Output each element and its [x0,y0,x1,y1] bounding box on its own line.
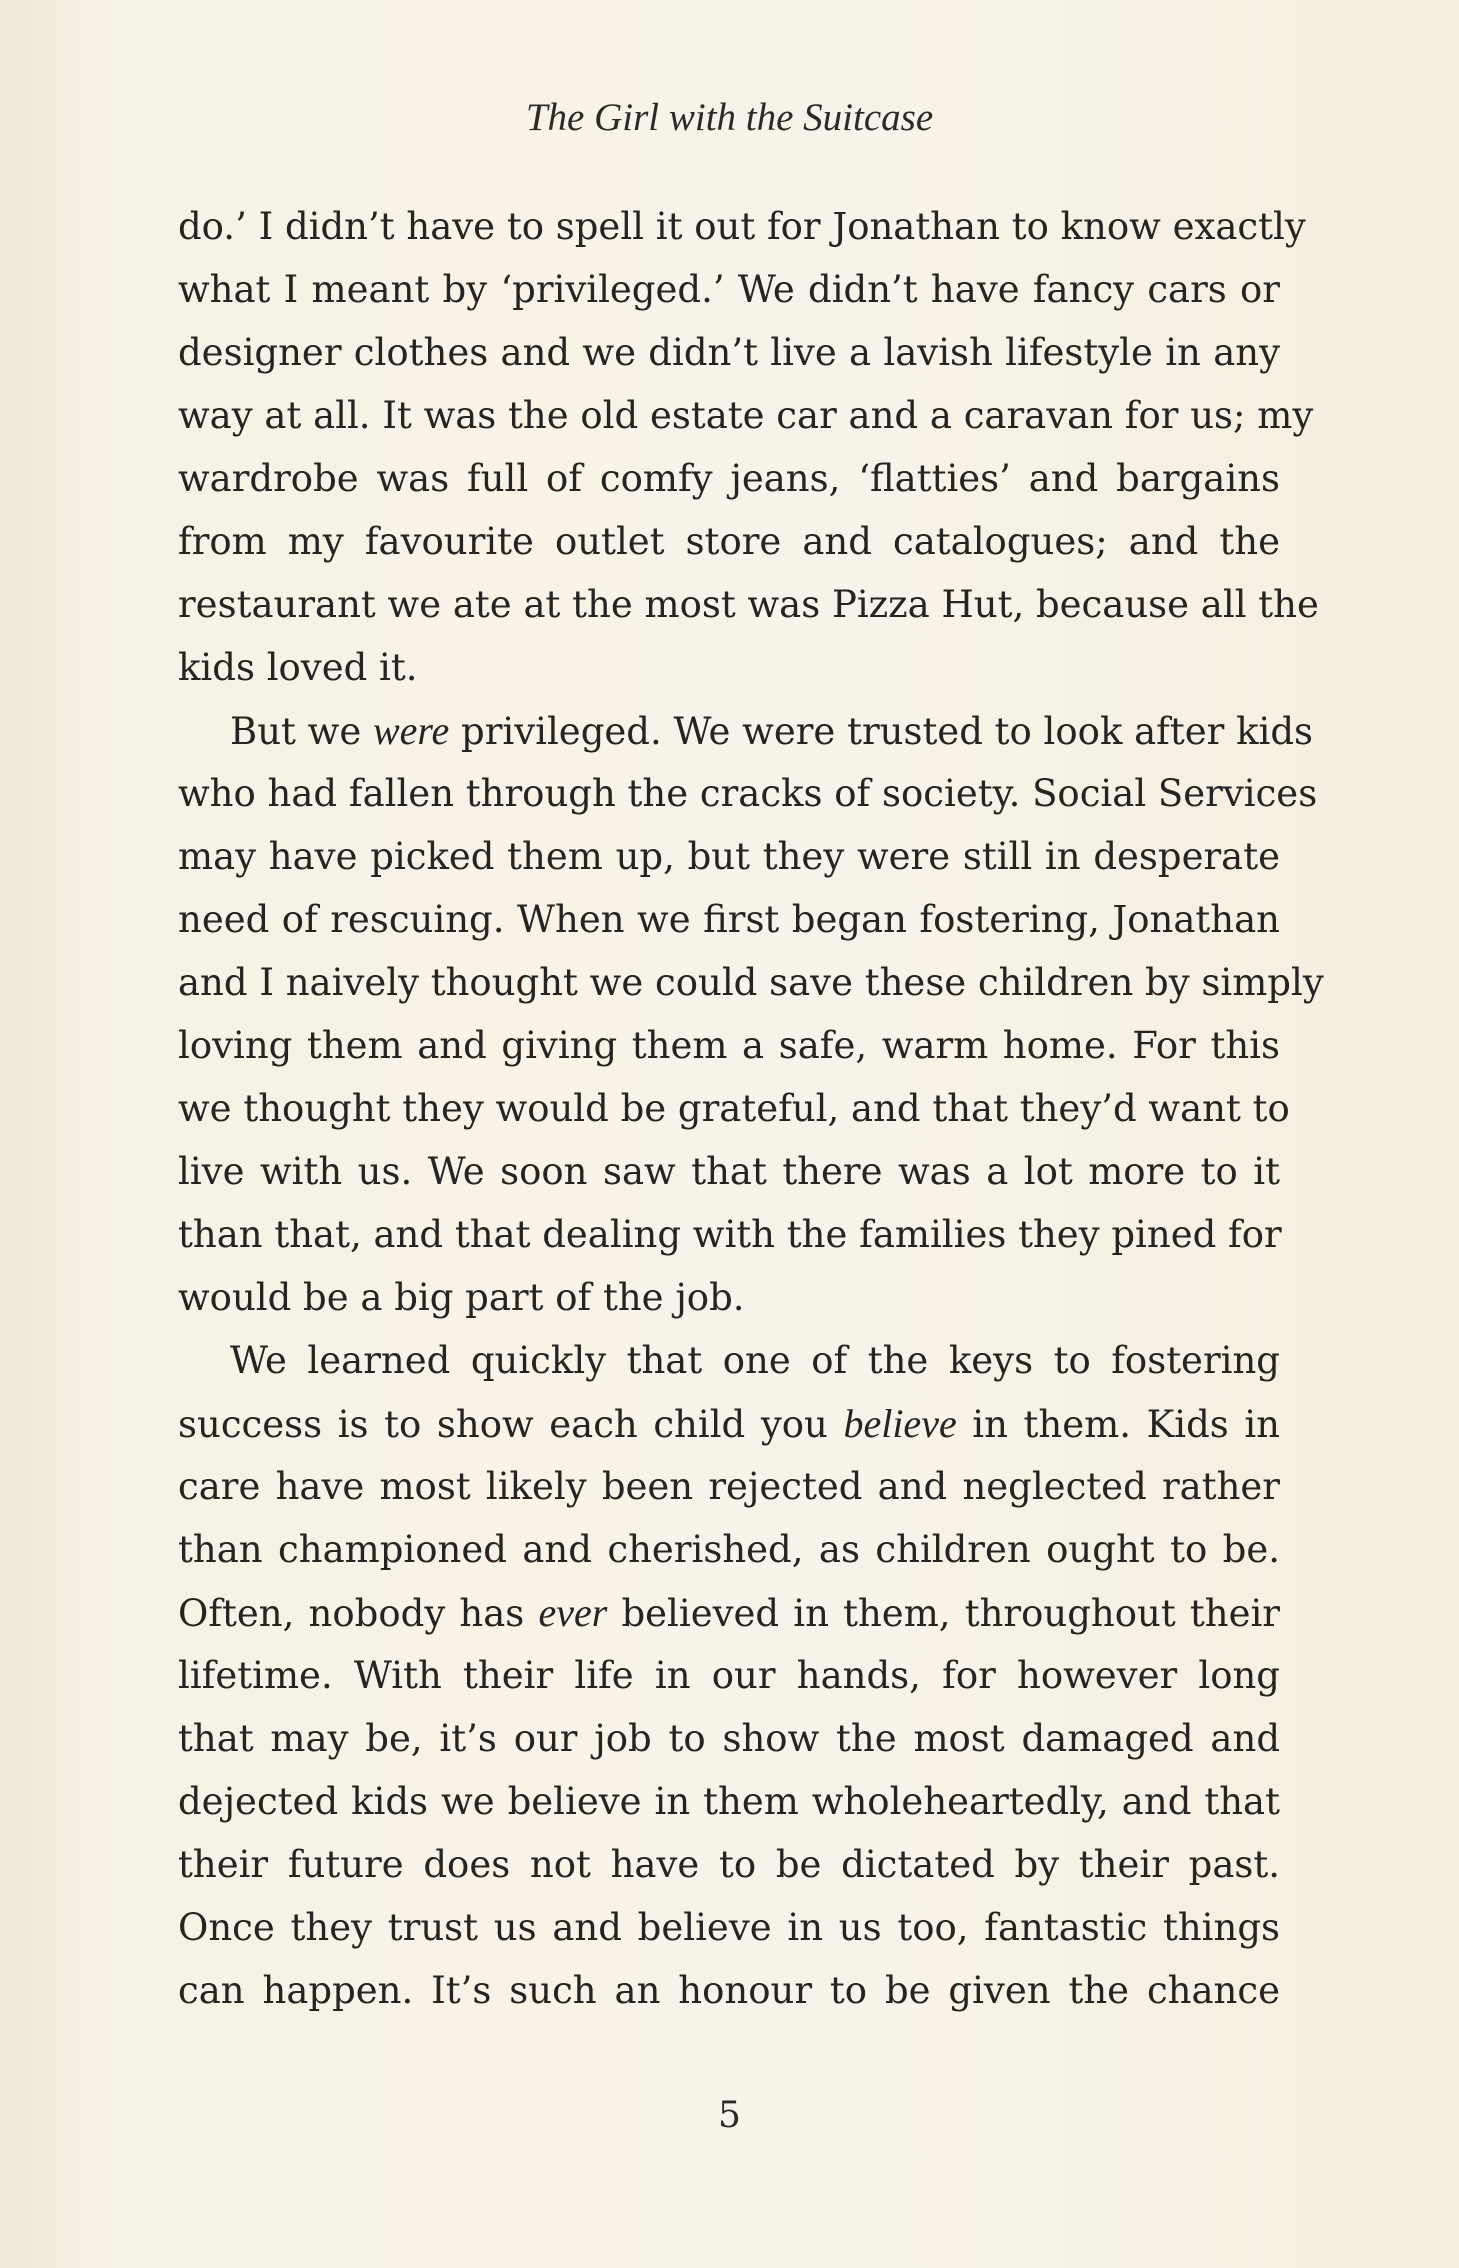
paragraph [178,1329,1280,2022]
text-line: do.’ I didn’t have to spell it out for Jonathan to know exactly [178,205,1306,248]
text-line: restaurant we ate at the most was Pizza Hut, because all the [178,583,1319,626]
page-number: 5 [718,2095,741,2136]
text-line: that may be, it’s our job to show the most damaged and [178,1717,1280,1760]
text-line: lifetime. With their life in our hands, for however long [178,1654,1280,1697]
text-line: than that, and that dealing with the families they pined for [178,1213,1282,1256]
text-line: Once they trust us and believe in us too, fantastic things [178,1906,1280,1949]
text-line: we thought they would be grateful, and that they’d want to [178,1087,1290,1130]
text-line: kids loved it. [178,646,418,689]
text-line: need of rescuing. When we first began fostering, Jonathan [178,898,1280,941]
emphasized-word: ever [538,1590,608,1635]
text-line: would be a big part of the job. [178,1276,745,1319]
text-line: designer clothes and we didn’t live a lavish lifestyle in any [178,331,1280,374]
text-line: But we were privileged. We were trusted to look after kids [230,708,1314,753]
text-line: dejected kids we believe in them wholeheartedly, and that [178,1780,1280,1823]
text-line: wardrobe was full of comfy jeans, ‘flatties’ and bargains [178,457,1280,500]
text-line: We learned quickly that one of the keys to fostering [230,1339,1280,1382]
text-line: loving them and giving them a safe, warm home. For this [178,1024,1280,1067]
emphasized-word: were [372,708,450,753]
text-line: and I naively thought we could save these children by simply [178,961,1324,1004]
paragraph [178,699,1324,1329]
paragraph [178,195,1319,699]
text-line: way at all. It was the old estate car and a caravan for us; my [178,394,1314,437]
text-line: may have picked them up, but they were still in desperate [178,835,1280,878]
emphasized-word: believe [843,1401,957,1446]
text-line: Often, nobody has ever believed in them, throughout their [178,1590,1280,1635]
text-line: who had fallen through the cracks of society. Social Services [178,772,1318,815]
text-line: from my favourite outlet store and catalogues; and the [178,520,1280,563]
text-line: success is to show each child you believe in them. Kids in [178,1401,1280,1446]
text-line: their future does not have to be dictated by their past. [178,1843,1280,1886]
text-line: care have most likely been rejected and neglected rather [178,1465,1280,1508]
text-line: what I meant by ‘privileged.’ We didn’t have fancy cars or [178,268,1280,311]
text-line: live with us. We soon saw that there was a lot more to it [178,1150,1280,1193]
running-head: The Girl with the Suitcase [525,96,934,139]
text-line: than championed and cherished, as children ought to be. [178,1528,1280,1571]
body-text [178,195,1324,2022]
text-line: can happen. It’s such an honour to be given the chance [178,1969,1280,2012]
